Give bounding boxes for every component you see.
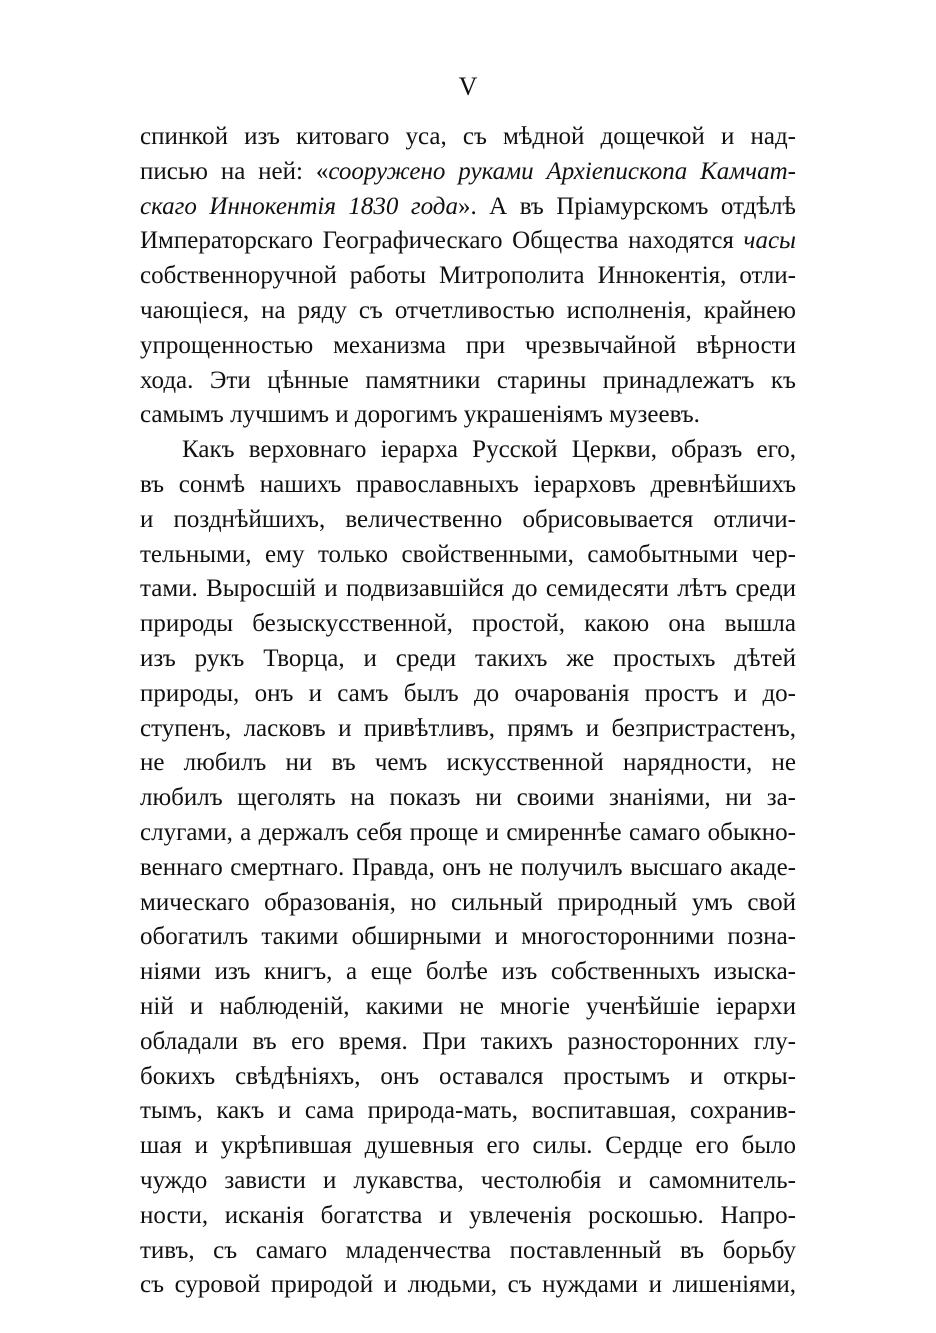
text-line [140, 607, 796, 642]
italic-text: часы [743, 227, 796, 255]
text-segment: бокихъ свѣдѣніяхъ, онъ оставался простымъ и откры- [140, 1062, 796, 1090]
text-line [140, 642, 796, 677]
text-segment: Императорскаго Географическаго Общества находятся [140, 227, 744, 255]
text-line [140, 433, 796, 468]
text-line [140, 1094, 796, 1129]
text-line [140, 920, 796, 955]
text-segment: хода. Эти цѣнные памятники старины принадлежатъ къ [140, 366, 796, 394]
text-line [140, 259, 796, 294]
text-line [140, 224, 796, 259]
text-segment: ». А въ Пріамурскомъ отдѣлѣ [457, 192, 796, 220]
text-line [140, 155, 796, 190]
text-segment: ности, исканія богатства и увлеченія роскошью. Напро- [140, 1201, 796, 1229]
text-line [140, 294, 796, 329]
text-segment: спинкой изъ китоваго уса, съ мѣдной дощечкой и над- [140, 123, 796, 150]
text-line [140, 503, 796, 538]
text-line [140, 572, 796, 607]
text-line [140, 1060, 796, 1095]
text-line [140, 120, 796, 155]
text-segment: тымъ, какъ и сама природа-мать, воспитавшая, сохранив- [140, 1097, 796, 1125]
text-segment: обладали въ его время. При такихъ разносторонних глу- [140, 1027, 796, 1055]
paragraph-2 [140, 433, 796, 1303]
text-segment: не любилъ ни въ чемъ искусственной нарядности, не [140, 749, 796, 777]
text-segment: самымъ лучшимъ и дорогимъ украшеніямъ музеевъ. [140, 401, 700, 429]
text-line [140, 329, 796, 364]
text-line [140, 398, 796, 433]
text-segment: природы безыскусственной, простой, какою она вышла [140, 610, 796, 638]
text-segment: въ сонмѣ нашихъ православныхъ іерарховъ древнѣйшихъ [140, 470, 796, 498]
text-line [140, 190, 796, 225]
text-line [140, 1164, 796, 1199]
text-segment: писью на ней: « [140, 157, 329, 185]
text-line [140, 886, 796, 921]
text-line [140, 816, 796, 851]
text-line [140, 781, 796, 816]
paragraph-1 [140, 120, 796, 433]
text-segment: съ суровой природой и людьми, съ нуждами и лишеніями, [140, 1271, 796, 1299]
text-segment: шая и укрѣпившая душевныя его силы. Сердце его было [140, 1132, 796, 1160]
text-line [140, 746, 796, 781]
text-line [140, 468, 796, 503]
text-segment: природы, онъ и самъ былъ до очарованія простъ и до- [140, 679, 796, 707]
text-line [140, 1129, 796, 1164]
text-segment: тами. Выросшій и подвизавшійся до семидесяти лѣтъ среди [140, 575, 796, 603]
text-segment: мическаго образованія, но сильный природный умъ свой [140, 888, 796, 916]
text-line [140, 1199, 796, 1234]
text-segment: обогатилъ такими обширными и многосторонними позна- [140, 923, 796, 951]
text-segment: ступенъ, ласковъ и привѣтливъ, прямъ и безпристрастенъ, [140, 714, 796, 742]
text-segment: собственноручной работы Митрополита Иннокентія, отли- [140, 262, 796, 290]
body-text [140, 120, 796, 1303]
italic-text: сооружено руками Архіепископа Камчат- [328, 157, 796, 185]
text-line [140, 677, 796, 712]
text-line [140, 955, 796, 990]
text-line [140, 364, 796, 399]
text-segment: упрощенностью механизма при чрезвычайной вѣрности [140, 331, 796, 359]
text-segment: веннаго смертнаго. Правда, онъ не получилъ высшаго акаде- [140, 853, 796, 881]
text-segment: и позднѣйшихъ, величественно обрисовывается отличи- [140, 505, 796, 533]
text-line [140, 851, 796, 886]
italic-text: скаго Иннокентія 1830 года [140, 192, 458, 220]
text-line [140, 1268, 796, 1303]
text-line [140, 1025, 796, 1060]
text-line [140, 712, 796, 747]
text-segment: изъ рукъ Творца, и среди такихъ же простыхъ дѣтей [140, 644, 796, 672]
text-segment: любилъ щеголять на показъ ни своими знаніями, ни за- [140, 784, 796, 812]
text-segment: Какъ верховнаго іерарха Русской Церкви, образъ его, [182, 436, 796, 464]
text-line [140, 1234, 796, 1269]
text-segment: чуждо зависти и лукавства, честолюбія и самомнитель- [140, 1166, 796, 1194]
text-line [140, 990, 796, 1025]
text-segment: ній и наблюденій, какими не многіе ученѣйшіе іерархи [140, 992, 796, 1020]
text-segment: тивъ, съ самаго младенчества поставленный въ борьбу [140, 1236, 796, 1264]
text-line [140, 538, 796, 573]
text-segment: чающіеся, на ряду съ отчетливостью исполненія, крайнею [140, 296, 796, 324]
text-segment: тельными, ему только свойственными, самобытными чер- [140, 540, 796, 568]
text-segment: ніями изъ книгъ, а еще болѣе изъ собственныхъ изыска- [140, 958, 796, 986]
text-segment: слугами, а держалъ себя проще и смиреннѣе самаго обыкно- [140, 818, 796, 846]
page-number: V [458, 72, 478, 101]
